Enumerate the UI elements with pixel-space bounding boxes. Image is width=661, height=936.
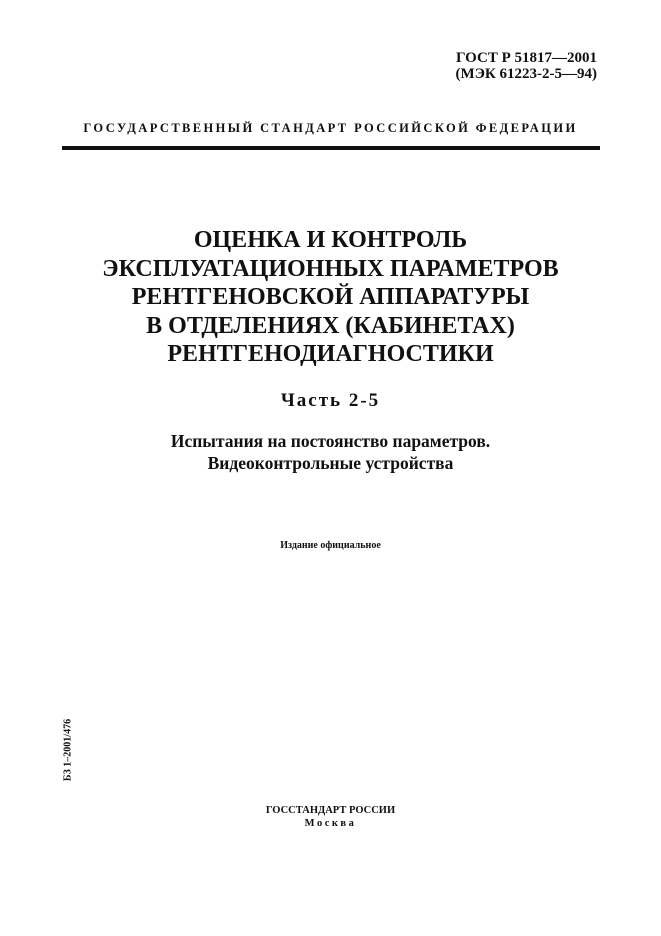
title-line: ОЦЕНКА И КОНТРОЛЬ (193, 227, 468, 253)
title-line: РЕНТГЕНОВСКОЙ АППАРАТУРЫ (131, 284, 530, 310)
title-line: РЕНТГЕНОДИАГНОСТИКИ (167, 341, 494, 367)
publisher-city: Москва (304, 818, 357, 829)
publisher-name: ГОССТАНДАРТ РОССИИ (265, 805, 396, 816)
title-line: В ОТДЕЛЕНИЯХ (КАБИНЕТАХ) (146, 312, 515, 339)
state-standard-heading: ГОСУДАРСТВЕННЫЙ СТАНДАРТ РОССИЙСКОЙ ФЕДЕРАЦИИ (83, 121, 578, 135)
subtitle-line: Видеоконтрольные устройства (207, 453, 454, 473)
edition-label: Издание официальное (280, 540, 381, 551)
header-divider (62, 146, 600, 150)
title-line: ЭКСПЛУАТАЦИОННЫХ ПАРАМЕТРОВ (102, 255, 559, 282)
side-catalog-code: БЗ 1–2001/476 (62, 718, 74, 782)
part-number: Часть 2-5 (280, 390, 381, 411)
iec-code: (МЭК 61223-2-5—94) (455, 66, 597, 82)
subtitle-line: Испытания на постоянство параметров. (170, 431, 491, 451)
publisher-block (0, 804, 661, 830)
gost-code: ГОСТ Р 51817—2001 (455, 50, 597, 66)
document-title (0, 226, 661, 369)
document-subtitle (0, 430, 661, 474)
document-code-block (456, 50, 597, 82)
